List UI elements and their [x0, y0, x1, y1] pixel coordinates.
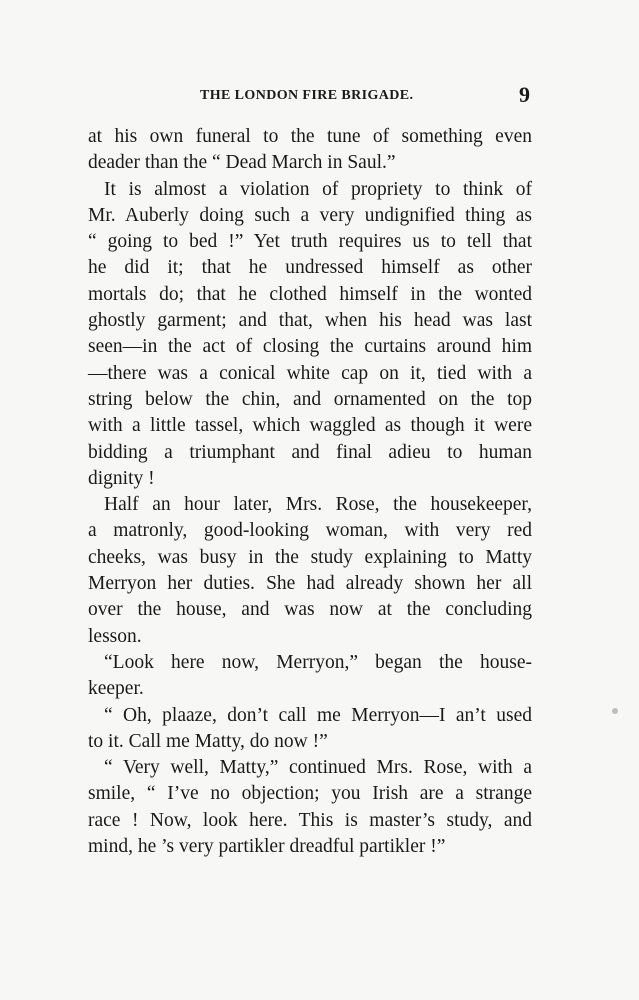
text-line: string below the chin, and ornamented on the top	[88, 388, 532, 410]
text-line: “Look here now, Merryon,” began the house-	[104, 651, 532, 673]
text-line: at his own funeral to the tune of something even	[88, 126, 532, 147]
text-line: dignity !	[88, 467, 155, 489]
text-line: Mr. Auberly doing such a very undignified thing as	[88, 204, 532, 226]
text-line: “ Oh, plaaze, don’t call me Merryon—I an’t used	[104, 704, 532, 726]
text-line: lesson.	[88, 625, 142, 647]
text-line: ghostly garment; and that, when his head was last	[88, 310, 532, 332]
text-line: —there was a conical white cap on it, tied with a	[88, 362, 532, 384]
page-blemish	[612, 708, 618, 714]
text-line: a matronly, good-looking woman, with very red	[88, 520, 532, 542]
text-line: “ going to bed !” Yet truth requires us to tell that	[88, 231, 532, 253]
text-line: he did it; that he undressed himself as other	[88, 257, 532, 279]
text-line: It is almost a violation of propriety to think of	[104, 178, 532, 200]
text-line: over the house, and was now at the concluding	[88, 599, 532, 621]
text-line: Merryon her duties. She had already shown her all	[88, 573, 532, 595]
text-line: Half an hour later, Mrs. Rose, the housekeeper,	[104, 494, 532, 516]
text-line: smile, “ I’ve no objection; you Irish are a strange	[88, 783, 532, 805]
page-header	[88, 84, 532, 108]
text-line: bidding a triumphant and final adieu to human	[88, 441, 532, 463]
text-line: deader than the “ Dead March in Saul.”	[88, 152, 396, 174]
body-text	[88, 124, 532, 860]
text-line: seen—in the act of closing the curtains around him	[88, 336, 532, 358]
text-line: keeper.	[88, 678, 144, 700]
text-line: to it. Call me Matty, do now !”	[88, 730, 328, 752]
text-line: cheeks, was busy in the study explaining to Matty	[88, 546, 532, 568]
page-number: 9	[519, 82, 530, 107]
text-line: mortals do; that he clothed himself in the wonted	[88, 283, 532, 305]
text-line: race ! Now, look here. This is master’s study, and	[88, 809, 532, 831]
running-head: THE LONDON FIRE BRIGADE.	[200, 88, 414, 103]
text-line: mind, he ’s very partikler dreadful partikler !”	[88, 836, 446, 858]
text-line: “ Very well, Matty,” continued Mrs. Rose, with a	[104, 757, 532, 779]
text-line: with a little tassel, which waggled as though it were	[88, 415, 532, 437]
